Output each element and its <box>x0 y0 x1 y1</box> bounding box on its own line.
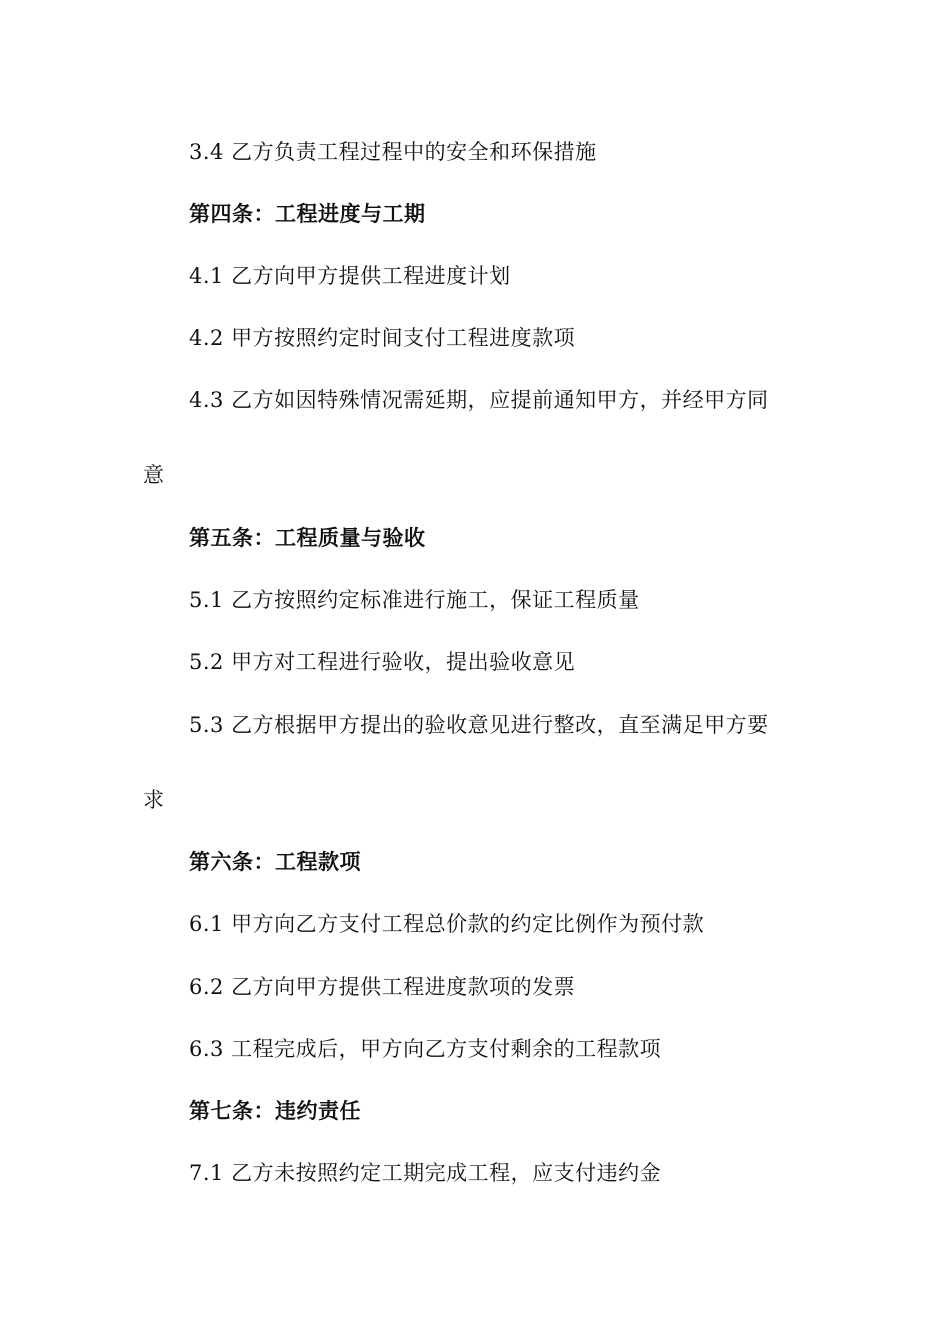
clause-6-2: 6.2 乙方向甲方提供工程进度款项的发票 <box>189 975 576 999</box>
clause-4-1: 4.1 乙方向甲方提供工程进度计划 <box>189 264 511 288</box>
clause-4-3-line-1: 4.3 乙方如因特殊情况需延期，应提前通知甲方，并经甲方同 <box>189 388 769 412</box>
heading-article-7: 第七条：违约责任 <box>189 1099 361 1123</box>
clause-3-4: 3.4 乙方负责工程过程中的安全和环保措施 <box>189 140 597 164</box>
clause-5-1: 5.1 乙方按照约定标准进行施工，保证工程质量 <box>189 588 640 612</box>
heading-article-6: 第六条：工程款项 <box>189 850 361 874</box>
clause-4-2: 4.2 甲方按照约定时间支付工程进度款项 <box>189 326 576 350</box>
clause-6-1: 6.1 甲方向乙方支付工程总价款的约定比例作为预付款 <box>189 912 705 936</box>
heading-article-4: 第四条：工程进度与工期 <box>189 202 426 226</box>
clause-7-1: 7.1 乙方未按照约定工期完成工程，应支付违约金 <box>189 1161 662 1185</box>
clause-5-2: 5.2 甲方对工程进行验收，提出验收意见 <box>189 650 576 674</box>
clause-6-3: 6.3 工程完成后，甲方向乙方支付剩余的工程款项 <box>189 1037 662 1061</box>
clause-4-3-line-2: 意 <box>143 463 165 487</box>
clause-5-3-line-2: 求 <box>143 788 165 812</box>
heading-article-5: 第五条：工程质量与验收 <box>189 526 426 550</box>
clause-5-3-line-1: 5.3 乙方根据甲方提出的验收意见进行整改，直至满足甲方要 <box>189 713 769 737</box>
